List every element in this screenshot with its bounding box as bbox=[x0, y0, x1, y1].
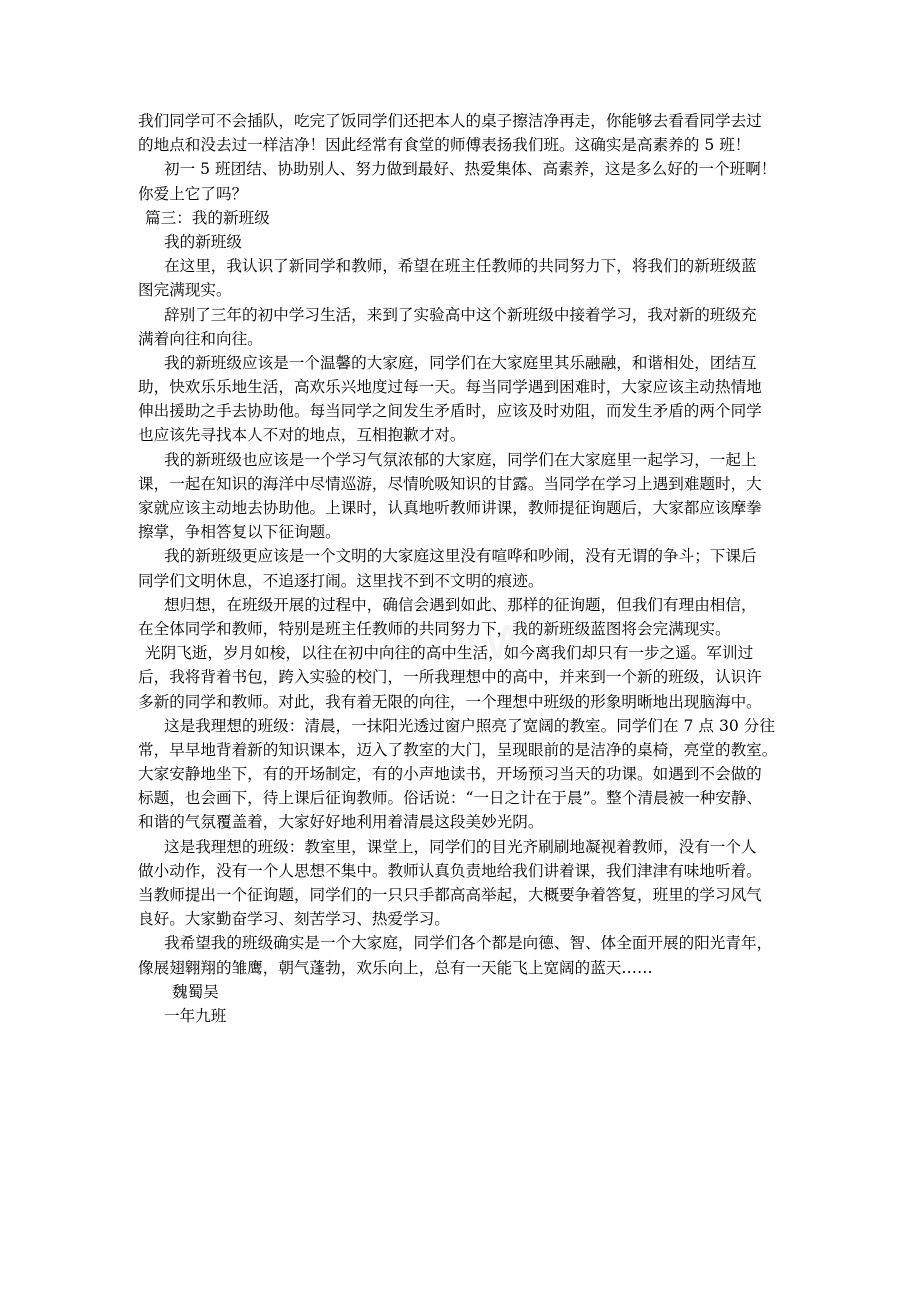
text-line: 也应该先寻找本人不对的地点，互相抱歉才对。 bbox=[138, 426, 466, 445]
text-line: 我的新班级更应该是一个文明的大家庭这里没有喧哗和吵闹，没有无谓的争斗；下课后 bbox=[164, 547, 757, 566]
text-line: 我的新班级也应该是一个学习气氛浓郁的大家庭，同学们在大家庭里一起学习，一起上 bbox=[164, 450, 757, 469]
text-line: 和谐的气氛覆盖着，大家好好地利用着清晨这段美妙光阴。 bbox=[138, 813, 544, 832]
text-line: 我的新班级应该是一个温馨的大家庭，同学们在大家庭里其乐融融，和谐相处，团结互 bbox=[164, 353, 757, 372]
text-line: 课，一起在知识的海洋中尽情巡游，尽情吮吸知识的甘露。当同学在学习上遇到难题时，大 bbox=[138, 474, 762, 493]
document-body bbox=[138, 109, 784, 1028]
text-line: 多新的同学和教师。对此，我有着无限的向往，一个理想中班级的形象明晰地出现脑海中。 bbox=[138, 692, 762, 711]
text-line: 在这里，我认识了新同学和教师，希望在班主任教师的共同努力下，将我们的新班级蓝 bbox=[164, 257, 757, 276]
text-line: 一年九班 bbox=[164, 1006, 227, 1025]
text-line: 我的新班级 bbox=[164, 232, 242, 251]
text-line: 像展翅翱翔的雏鹰，朝气蓬勃，欢乐向上，总有一天能飞上宽阔的蓝天…… bbox=[138, 958, 653, 977]
text-line: 擦掌，争相答复以下征询题。 bbox=[138, 523, 341, 542]
text-line: 的地点和没去过一样洁净！因此经常有食堂的师傅表扬我们班。这确实是高素养的 5 班！ bbox=[138, 136, 751, 155]
text-line: 篇三：我的新班级 bbox=[145, 208, 270, 227]
text-line: 当教师提出一个征询题，同学们的一只只手都高高举起，大概要争着答复，班里的学习风气 bbox=[138, 886, 762, 904]
text-line: 助，快欢乐乐地生活，高欢乐兴地度过每一天。每当同学遇到困难时，大家应该主动热情地 bbox=[138, 378, 762, 397]
text-line: 在全体同学和教师，特别是班主任教师的共同努力下，我的新班级蓝图将会完满现实。 bbox=[138, 619, 731, 638]
text-line: 大家安静地坐下，有的开场制定，有的小声地读书，开场预习当天的功课。如遇到不会做的 bbox=[138, 765, 762, 784]
text-line: 标题，也会画下，待上课后征询教师。俗话说：“一日之计在于晨”。整个清晨被一种安静、 bbox=[138, 789, 763, 808]
text-line: 图完满现实。 bbox=[138, 281, 232, 300]
text-line: 想归想，在班级开展的过程中，确信会遇到如此、那样的征询题，但我们有理由相信， bbox=[164, 595, 757, 614]
text-line: 我们同学可不会插队，吃完了饭同学们还把本人的桌子擦洁净再走，你能够去看看同学去过 bbox=[138, 112, 762, 130]
text-line: 这是我理想的班级：清晨，一抹阳光透过窗户照亮了宽阔的教室。同学们在 7 点 30 分往 bbox=[164, 716, 775, 735]
text-line: 辞别了三年的初中学习生活，来到了实验高中这个新班级中接着学习，我对新的班级充 bbox=[164, 305, 757, 324]
text-line: 这是我理想的班级：教室里，课堂上，同学们的目光齐刷刷地凝视着教师，没有一个人 bbox=[164, 837, 757, 856]
text-line: 良好。大家勤奋学习、刻苦学习、热爱学习。 bbox=[138, 910, 450, 929]
text-line: 魏蜀吴 bbox=[172, 982, 219, 1001]
text-line: 做小动作，没有一个人思想不集中。教师认真负责地给我们讲着课，我们津津有味地听着。 bbox=[138, 861, 762, 880]
text-line: 后，我将背着书包，跨入实验的校门，一所我理想中的高中，并来到一个新的班级，认识许 bbox=[138, 668, 762, 687]
text-line: 光阴飞逝，岁月如梭，以往在初中向往的高中生活，如今离我们却只有一步之遥。军训过 bbox=[145, 644, 754, 663]
text-line: 常，早早地背着新的知识课本，迈入了教室的大门，呈现眼前的是洁净的桌椅，亮堂的教室。 bbox=[138, 740, 778, 759]
text-line: 满着向往和向往。 bbox=[138, 329, 263, 348]
text-line: 同学们文明休息，不追逐打闹。这里找不到不文明的痕迹。 bbox=[138, 571, 544, 590]
text-line: 我希望我的班级确实是一个大家庭，同学们各个都是向德、智、体全面开展的阳光青年， bbox=[164, 934, 773, 953]
text-line: 伸出援助之手去协助他。每当同学之间发生矛盾时，应该及时劝阻，而发生矛盾的两个同学 bbox=[138, 402, 762, 421]
text-line: 初一 5 班团结、协助别人、努力做到最好、热爱集体、高素养，这是多么好的一个班啊！ bbox=[164, 160, 777, 179]
text-line: 家就应该主动地去协助他。上课时，认真地听教师讲课，教师提征询题后，大家都应该摩拳 bbox=[138, 499, 762, 517]
text-line: 你爱上它了吗？ bbox=[138, 184, 248, 203]
